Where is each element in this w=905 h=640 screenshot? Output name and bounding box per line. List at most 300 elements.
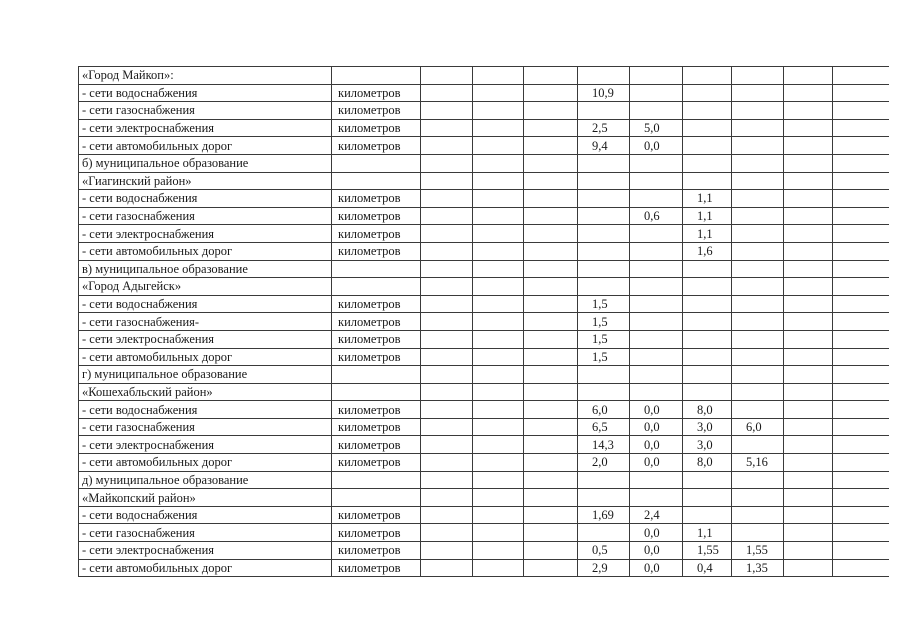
unit-cell: километров: [332, 436, 421, 454]
value-cell-6: 8,0: [683, 401, 732, 419]
value-cell-7: [732, 67, 784, 85]
value-cell-7: [732, 383, 784, 401]
value-cell-8: [784, 295, 833, 313]
value-cell-8: [784, 207, 833, 225]
value-cell-9: [833, 225, 889, 243]
value-cell-8: [784, 506, 833, 524]
value-cell-7: 6,0: [732, 418, 784, 436]
value-cell-7: [732, 278, 784, 296]
unit-cell: [332, 366, 421, 384]
value-cell-8: [784, 278, 833, 296]
value-cell-1: [421, 84, 473, 102]
value-cell-7: [732, 242, 784, 260]
value-cell-2: [473, 190, 524, 208]
row-label-cell: - сети водоснабжения: [79, 506, 332, 524]
value-cell-5: 0,0: [630, 454, 683, 472]
value-cell-5: [630, 84, 683, 102]
value-cell-7: [732, 313, 784, 331]
value-cell-7: [732, 172, 784, 190]
value-cell-5: 0,0: [630, 401, 683, 419]
value-cell-1: [421, 330, 473, 348]
value-cell-6: 1,1: [683, 524, 732, 542]
value-cell-4: [578, 260, 630, 278]
value-cell-1: [421, 190, 473, 208]
value-cell-4: 2,0: [578, 454, 630, 472]
value-cell-9: [833, 172, 889, 190]
value-cell-2: [473, 242, 524, 260]
unit-cell: километров: [332, 242, 421, 260]
row-label-cell: «Город Майкоп»:: [79, 67, 332, 85]
value-cell-4: 6,5: [578, 418, 630, 436]
value-cell-6: [683, 366, 732, 384]
value-cell-2: [473, 559, 524, 577]
value-cell-9: [833, 190, 889, 208]
value-cell-7: [732, 225, 784, 243]
value-cell-7: [732, 295, 784, 313]
table-row: [79, 330, 889, 348]
table-row: [79, 418, 889, 436]
value-cell-5: [630, 278, 683, 296]
value-cell-7: [732, 154, 784, 172]
value-cell-1: [421, 383, 473, 401]
table-row: [79, 242, 889, 260]
value-cell-2: [473, 418, 524, 436]
value-cell-5: 0,6: [630, 207, 683, 225]
row-label-cell: «Кошехабльский район»: [79, 383, 332, 401]
value-cell-3: [524, 225, 578, 243]
table-row: [79, 524, 889, 542]
row-label-cell: - сети газоснабжения: [79, 102, 332, 120]
value-cell-4: [578, 154, 630, 172]
row-label-cell: г) муниципальное образование: [79, 366, 332, 384]
unit-cell: километров: [332, 559, 421, 577]
table-row: [79, 366, 889, 384]
value-cell-6: [683, 260, 732, 278]
value-cell-6: [683, 313, 732, 331]
table-row: [79, 559, 889, 577]
value-cell-1: [421, 137, 473, 155]
value-cell-5: 0,0: [630, 436, 683, 454]
table-row: [79, 401, 889, 419]
value-cell-6: [683, 383, 732, 401]
value-cell-3: [524, 242, 578, 260]
value-cell-5: [630, 102, 683, 120]
value-cell-8: [784, 471, 833, 489]
value-cell-8: [784, 190, 833, 208]
value-cell-2: [473, 172, 524, 190]
value-cell-1: [421, 313, 473, 331]
value-cell-2: [473, 471, 524, 489]
table-row: [79, 542, 889, 560]
value-cell-3: [524, 401, 578, 419]
value-cell-1: [421, 242, 473, 260]
value-cell-9: [833, 489, 889, 507]
unit-cell: километров: [332, 542, 421, 560]
value-cell-8: [784, 542, 833, 560]
value-cell-4: [578, 471, 630, 489]
value-cell-2: [473, 154, 524, 172]
value-cell-1: [421, 225, 473, 243]
value-cell-9: [833, 506, 889, 524]
value-cell-5: [630, 330, 683, 348]
table-row: [79, 84, 889, 102]
value-cell-1: [421, 559, 473, 577]
value-cell-5: [630, 242, 683, 260]
value-cell-2: [473, 67, 524, 85]
value-cell-2: [473, 260, 524, 278]
value-cell-1: [421, 524, 473, 542]
value-cell-6: [683, 295, 732, 313]
value-cell-8: [784, 418, 833, 436]
value-cell-2: [473, 366, 524, 384]
unit-cell: километров: [332, 225, 421, 243]
table-row: [79, 383, 889, 401]
value-cell-9: [833, 260, 889, 278]
value-cell-9: [833, 383, 889, 401]
value-cell-2: [473, 119, 524, 137]
value-cell-3: [524, 260, 578, 278]
value-cell-8: [784, 454, 833, 472]
value-cell-6: 1,55: [683, 542, 732, 560]
row-label-cell: б) муниципальное образование: [79, 154, 332, 172]
value-cell-3: [524, 154, 578, 172]
value-cell-8: [784, 260, 833, 278]
value-cell-3: [524, 471, 578, 489]
value-cell-2: [473, 278, 524, 296]
value-cell-4: 1,69: [578, 506, 630, 524]
value-cell-8: [784, 348, 833, 366]
value-cell-6: 1,1: [683, 190, 732, 208]
value-cell-3: [524, 489, 578, 507]
value-cell-8: [784, 366, 833, 384]
value-cell-2: [473, 401, 524, 419]
value-cell-4: 2,5: [578, 119, 630, 137]
value-cell-7: [732, 190, 784, 208]
value-cell-3: [524, 436, 578, 454]
value-cell-2: [473, 454, 524, 472]
value-cell-7: [732, 401, 784, 419]
value-cell-3: [524, 119, 578, 137]
table-row: [79, 225, 889, 243]
value-cell-9: [833, 278, 889, 296]
value-cell-8: [784, 225, 833, 243]
value-cell-9: [833, 242, 889, 260]
value-cell-3: [524, 418, 578, 436]
value-cell-8: [784, 559, 833, 577]
value-cell-1: [421, 67, 473, 85]
value-cell-6: [683, 67, 732, 85]
value-cell-6: [683, 471, 732, 489]
value-cell-5: 0,0: [630, 524, 683, 542]
value-cell-7: [732, 330, 784, 348]
value-cell-3: [524, 348, 578, 366]
value-cell-9: [833, 418, 889, 436]
value-cell-1: [421, 295, 473, 313]
value-cell-5: 0,0: [630, 542, 683, 560]
unit-cell: километров: [332, 506, 421, 524]
table-row: [79, 102, 889, 120]
value-cell-2: [473, 542, 524, 560]
value-cell-8: [784, 119, 833, 137]
value-cell-6: 1,1: [683, 207, 732, 225]
value-cell-5: [630, 154, 683, 172]
value-cell-3: [524, 330, 578, 348]
value-cell-3: [524, 190, 578, 208]
value-cell-9: [833, 207, 889, 225]
value-cell-9: [833, 84, 889, 102]
row-label-cell: - сети водоснабжения: [79, 84, 332, 102]
value-cell-3: [524, 366, 578, 384]
value-cell-1: [421, 119, 473, 137]
value-cell-4: [578, 225, 630, 243]
unit-cell: [332, 260, 421, 278]
value-cell-6: [683, 119, 732, 137]
row-label-cell: - сети автомобильных дорог: [79, 242, 332, 260]
table-row: [79, 67, 889, 85]
value-cell-8: [784, 84, 833, 102]
row-label-cell: - сети газоснабжения-: [79, 313, 332, 331]
value-cell-5: [630, 190, 683, 208]
unit-cell: километров: [332, 119, 421, 137]
row-label-cell: - сети водоснабжения: [79, 401, 332, 419]
row-label-cell: - сети электроснабжения: [79, 436, 332, 454]
unit-cell: километров: [332, 190, 421, 208]
value-cell-4: 2,9: [578, 559, 630, 577]
value-cell-1: [421, 506, 473, 524]
value-cell-8: [784, 524, 833, 542]
value-cell-9: [833, 119, 889, 137]
table-row: [79, 278, 889, 296]
value-cell-6: 0,4: [683, 559, 732, 577]
row-label-cell: - сети автомобильных дорог: [79, 454, 332, 472]
value-cell-5: [630, 225, 683, 243]
unit-cell: километров: [332, 330, 421, 348]
table-row: [79, 454, 889, 472]
value-cell-4: 14,3: [578, 436, 630, 454]
value-cell-9: [833, 348, 889, 366]
value-cell-4: 1,5: [578, 348, 630, 366]
value-cell-6: [683, 330, 732, 348]
value-cell-2: [473, 102, 524, 120]
value-cell-9: [833, 559, 889, 577]
row-label-cell: «Гиагинский район»: [79, 172, 332, 190]
unit-cell: километров: [332, 313, 421, 331]
value-cell-3: [524, 559, 578, 577]
value-cell-4: 9,4: [578, 137, 630, 155]
value-cell-9: [833, 436, 889, 454]
table-row: [79, 295, 889, 313]
unit-cell: [332, 471, 421, 489]
value-cell-7: [732, 137, 784, 155]
value-cell-3: [524, 542, 578, 560]
unit-cell: километров: [332, 295, 421, 313]
value-cell-7: [732, 436, 784, 454]
value-cell-9: [833, 330, 889, 348]
value-cell-6: [683, 102, 732, 120]
value-cell-5: [630, 313, 683, 331]
value-cell-1: [421, 348, 473, 366]
value-cell-2: [473, 489, 524, 507]
unit-cell: [332, 172, 421, 190]
unit-cell: [332, 67, 421, 85]
unit-cell: километров: [332, 137, 421, 155]
row-label-cell: - сети автомобильных дорог: [79, 559, 332, 577]
unit-cell: километров: [332, 418, 421, 436]
value-cell-4: 6,0: [578, 401, 630, 419]
value-cell-5: 0,0: [630, 137, 683, 155]
value-cell-7: [732, 524, 784, 542]
row-label-cell: - сети водоснабжения: [79, 190, 332, 208]
value-cell-1: [421, 278, 473, 296]
value-cell-8: [784, 313, 833, 331]
value-cell-8: [784, 330, 833, 348]
value-cell-4: 1,5: [578, 313, 630, 331]
row-label-cell: - сети газоснабжения: [79, 524, 332, 542]
value-cell-1: [421, 172, 473, 190]
table-row: [79, 313, 889, 331]
value-cell-1: [421, 436, 473, 454]
value-cell-6: 1,6: [683, 242, 732, 260]
value-cell-9: [833, 542, 889, 560]
value-cell-8: [784, 67, 833, 85]
value-cell-3: [524, 506, 578, 524]
table-row: [79, 348, 889, 366]
value-cell-7: [732, 102, 784, 120]
value-cell-6: [683, 84, 732, 102]
value-cell-9: [833, 102, 889, 120]
value-cell-4: [578, 278, 630, 296]
value-cell-6: [683, 172, 732, 190]
value-cell-5: 0,0: [630, 559, 683, 577]
value-cell-7: 1,55: [732, 542, 784, 560]
value-cell-9: [833, 366, 889, 384]
row-label-cell: - сети электроснабжения: [79, 542, 332, 560]
value-cell-3: [524, 102, 578, 120]
value-cell-9: [833, 401, 889, 419]
value-cell-4: [578, 172, 630, 190]
value-cell-7: [732, 506, 784, 524]
unit-cell: [332, 154, 421, 172]
value-cell-5: [630, 489, 683, 507]
table-row: [79, 436, 889, 454]
value-cell-2: [473, 524, 524, 542]
value-cell-2: [473, 295, 524, 313]
value-cell-2: [473, 330, 524, 348]
value-cell-5: [630, 67, 683, 85]
value-cell-4: 0,5: [578, 542, 630, 560]
value-cell-5: [630, 260, 683, 278]
value-cell-2: [473, 137, 524, 155]
value-cell-1: [421, 154, 473, 172]
table-row: [79, 207, 889, 225]
value-cell-9: [833, 67, 889, 85]
unit-cell: километров: [332, 348, 421, 366]
value-cell-5: [630, 348, 683, 366]
value-cell-7: 1,35: [732, 559, 784, 577]
value-cell-1: [421, 260, 473, 278]
value-cell-2: [473, 436, 524, 454]
value-cell-7: [732, 84, 784, 102]
value-cell-6: 3,0: [683, 436, 732, 454]
value-cell-7: [732, 366, 784, 384]
value-cell-7: [732, 348, 784, 366]
value-cell-9: [833, 454, 889, 472]
value-cell-9: [833, 295, 889, 313]
value-cell-6: [683, 137, 732, 155]
value-cell-8: [784, 383, 833, 401]
value-cell-7: [732, 260, 784, 278]
unit-cell: километров: [332, 524, 421, 542]
value-cell-4: 1,5: [578, 330, 630, 348]
table-row: [79, 119, 889, 137]
table-row: [79, 172, 889, 190]
row-label-cell: д) муниципальное образование: [79, 471, 332, 489]
value-cell-8: [784, 172, 833, 190]
value-cell-2: [473, 383, 524, 401]
value-cell-3: [524, 84, 578, 102]
table-row: [79, 471, 889, 489]
value-cell-9: [833, 154, 889, 172]
value-cell-1: [421, 489, 473, 507]
unit-cell: [332, 278, 421, 296]
row-label-cell: - сети газоснабжения: [79, 207, 332, 225]
value-cell-1: [421, 207, 473, 225]
value-cell-3: [524, 454, 578, 472]
value-cell-8: [784, 102, 833, 120]
value-cell-4: [578, 67, 630, 85]
value-cell-5: 5,0: [630, 119, 683, 137]
value-cell-3: [524, 383, 578, 401]
value-cell-2: [473, 348, 524, 366]
value-cell-4: [578, 383, 630, 401]
value-cell-3: [524, 524, 578, 542]
value-cell-5: [630, 172, 683, 190]
value-cell-3: [524, 137, 578, 155]
value-cell-7: 5,16: [732, 454, 784, 472]
row-label-cell: - сети автомобильных дорог: [79, 348, 332, 366]
value-cell-5: [630, 295, 683, 313]
value-cell-6: [683, 489, 732, 507]
value-cell-8: [784, 401, 833, 419]
table-body: [79, 67, 889, 577]
row-label-cell: - сети электроснабжения: [79, 225, 332, 243]
value-cell-4: [578, 190, 630, 208]
value-cell-1: [421, 471, 473, 489]
row-label-cell: - сети водоснабжения: [79, 295, 332, 313]
table-row: [79, 506, 889, 524]
value-cell-7: [732, 489, 784, 507]
unit-cell: [332, 383, 421, 401]
table-row: [79, 260, 889, 278]
unit-cell: [332, 489, 421, 507]
value-cell-6: 1,1: [683, 225, 732, 243]
value-cell-2: [473, 506, 524, 524]
unit-cell: километров: [332, 401, 421, 419]
value-cell-1: [421, 542, 473, 560]
value-cell-9: [833, 471, 889, 489]
value-cell-6: [683, 506, 732, 524]
unit-cell: километров: [332, 454, 421, 472]
row-label-cell: - сети газоснабжения: [79, 418, 332, 436]
value-cell-3: [524, 207, 578, 225]
value-cell-2: [473, 84, 524, 102]
value-cell-5: 0,0: [630, 418, 683, 436]
infrastructure-table: [78, 66, 889, 577]
value-cell-7: [732, 207, 784, 225]
value-cell-2: [473, 225, 524, 243]
value-cell-7: [732, 471, 784, 489]
value-cell-6: [683, 154, 732, 172]
